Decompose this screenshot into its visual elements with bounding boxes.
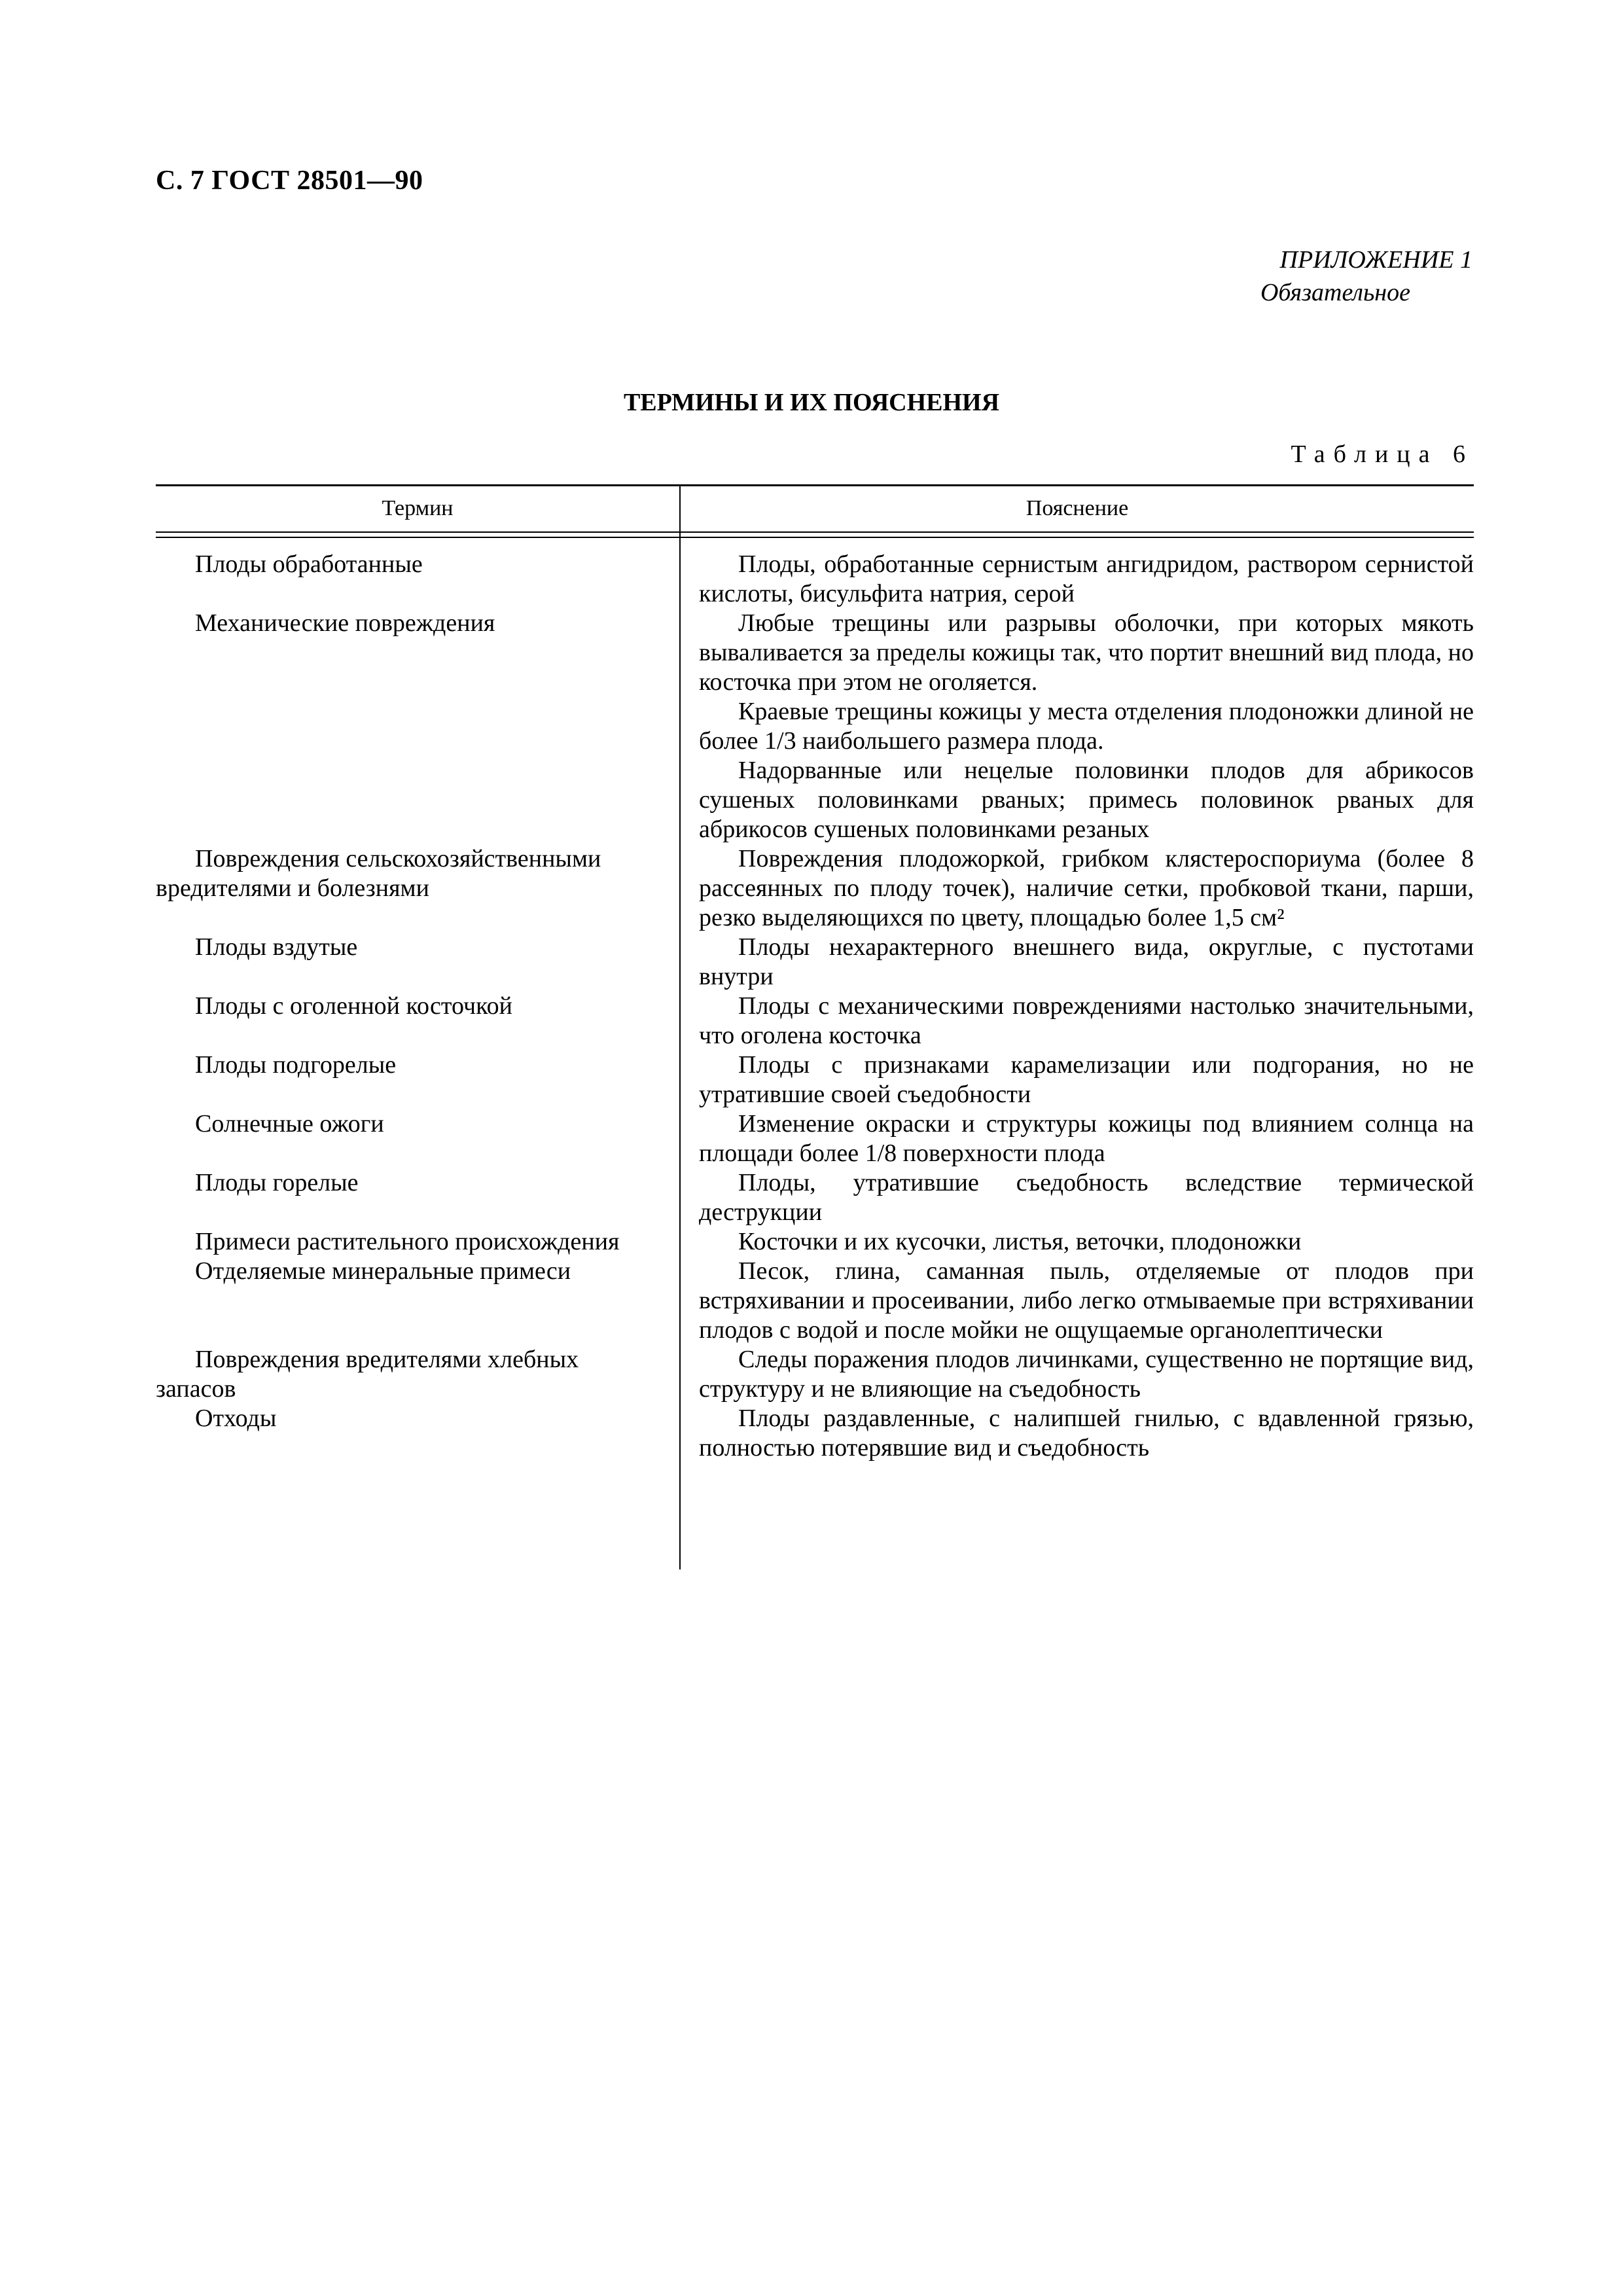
- explanation-cell: [679, 609, 1474, 844]
- terms-table: [156, 484, 1474, 1570]
- term-cell: Отделяемые минеральные примеси: [195, 1257, 571, 1285]
- table-row: [156, 992, 1474, 1050]
- table-caption: Таблица 6: [1291, 440, 1474, 468]
- explanation-paragraph: Косточки и их кусочки, листья, веточки, плодоножки: [738, 1228, 1302, 1255]
- explanation-cell: [679, 1257, 1474, 1345]
- explanation-paragraph: Любые трещины или разрывы оболочки, при которых мякоть вываливается за пределы кожицы так, что портит внешний вид плода, но косточка при этом не оголяется.: [699, 609, 1474, 696]
- explanation-paragraph: Плоды, утратившие съедобность вследствие термической деструкции: [699, 1169, 1474, 1226]
- term-cell: Солнечные ожоги: [195, 1110, 384, 1138]
- term-cell: Примеси растительного происхождения: [195, 1228, 620, 1255]
- term-cell: Повреждения сельскохозяйственными вредителями и болезнями: [156, 845, 601, 902]
- term-cell: Плоды обработанные: [195, 550, 423, 578]
- explanation-cell: [679, 844, 1474, 933]
- table-row: [156, 844, 1474, 933]
- table-row: [156, 1109, 1474, 1168]
- explanation-paragraph: Плоды, обработанные сернистым ангидридом, раствором сернистой кислоты, бисульфита натрия, серой: [699, 550, 1474, 607]
- explanation-cell: [679, 1404, 1474, 1463]
- page-header: С. 7 ГОСТ 28501—90: [156, 166, 423, 196]
- table-header-rule: [156, 531, 1474, 533]
- explanation-paragraph: Песок, глина, саманная пыль, отделяемые от плодов при встряхивании и просеивании, либо легко отмываемые при встряхивании плодов с водой и после мойки не ощущаемые органолептически: [699, 1257, 1474, 1344]
- table-row: [156, 609, 1474, 844]
- explanation-paragraph: Следы поражения плодов личинками, существенно не портящие вид, структуру и не влияющие на съедобность: [699, 1346, 1474, 1403]
- annex-label: [1260, 243, 1472, 309]
- explanation-cell: [679, 1227, 1474, 1257]
- explanation-cell: [679, 1109, 1474, 1168]
- table-row: [156, 550, 1474, 609]
- explanation-cell: [679, 550, 1474, 609]
- explanation-cell: [679, 933, 1474, 992]
- table-row: [156, 933, 1474, 992]
- explanation-paragraph: Краевые трещины кожицы у места отделения плодоножки длиной не более 1/3 наибольшего размера плода.: [699, 698, 1474, 755]
- explanation-cell: [679, 1345, 1474, 1404]
- table-row: [156, 1345, 1474, 1404]
- explanation-paragraph: Плоды нехарактерного внешнего вида, округлые, с пустотами внутри: [699, 933, 1474, 990]
- table-header-rule-double: [156, 537, 1474, 538]
- explanation-paragraph: Повреждения плодожоркой, грибком клястероспориума (более 8 рассеянных по плоду точек), наличие сетки, пробковой ткани, парши, резко выделяющихся по цвету, площадью более 1,5 см²: [699, 845, 1474, 931]
- table-body: [156, 550, 1474, 1463]
- annex-subtitle: Обязательное: [1260, 279, 1410, 306]
- term-cell: Повреждения вредителями хлебных запасов: [156, 1346, 579, 1403]
- annex-title: ПРИЛОЖЕНИЕ 1: [1279, 246, 1472, 274]
- term-cell: Плоды подгорелые: [195, 1051, 397, 1079]
- explanation-paragraph: Изменение окраски и структуры кожицы под влиянием солнца на площади более 1/8 поверхности плода: [699, 1110, 1474, 1167]
- document-title: ТЕРМИНЫ И ИХ ПОЯСНЕНИЯ: [623, 389, 1000, 416]
- table-row: [156, 1227, 1474, 1257]
- column-header-term: Термин: [382, 496, 454, 520]
- term-cell: Механические повреждения: [195, 609, 495, 637]
- explanation-cell: [679, 1050, 1474, 1109]
- term-cell: Плоды с оголенной косточкой: [195, 992, 512, 1020]
- table-row: [156, 1050, 1474, 1109]
- table-row: [156, 1168, 1474, 1227]
- term-cell: Плоды вздутые: [195, 933, 358, 961]
- explanation-cell: [679, 992, 1474, 1050]
- term-cell: Отходы: [195, 1405, 277, 1432]
- explanation-paragraph: Надорванные или нецелые половинки плодов для абрикосов сушеных половинками рваных; примесь половинок рваных для абрикосов сушеных половинками резаных: [699, 757, 1474, 843]
- explanation-paragraph: Плоды с механическими повреждениями настолько значительными, что оголена косточка: [699, 992, 1474, 1049]
- explanation-cell: [679, 1168, 1474, 1227]
- explanation-paragraph: Плоды с признаками карамелизации или подгорания, но не утратившие своей съедобности: [699, 1051, 1474, 1108]
- column-header-explanation: Пояснение: [1026, 496, 1129, 520]
- explanation-paragraph: Плоды раздавленные, с налипшей гнилью, с вдавленной грязью, полностью потерявшие вид и съедобность: [699, 1405, 1474, 1462]
- table-row: [156, 1404, 1474, 1463]
- table-top-rule: [156, 484, 1474, 486]
- table-row: [156, 1257, 1474, 1345]
- term-cell: Плоды горелые: [195, 1169, 359, 1196]
